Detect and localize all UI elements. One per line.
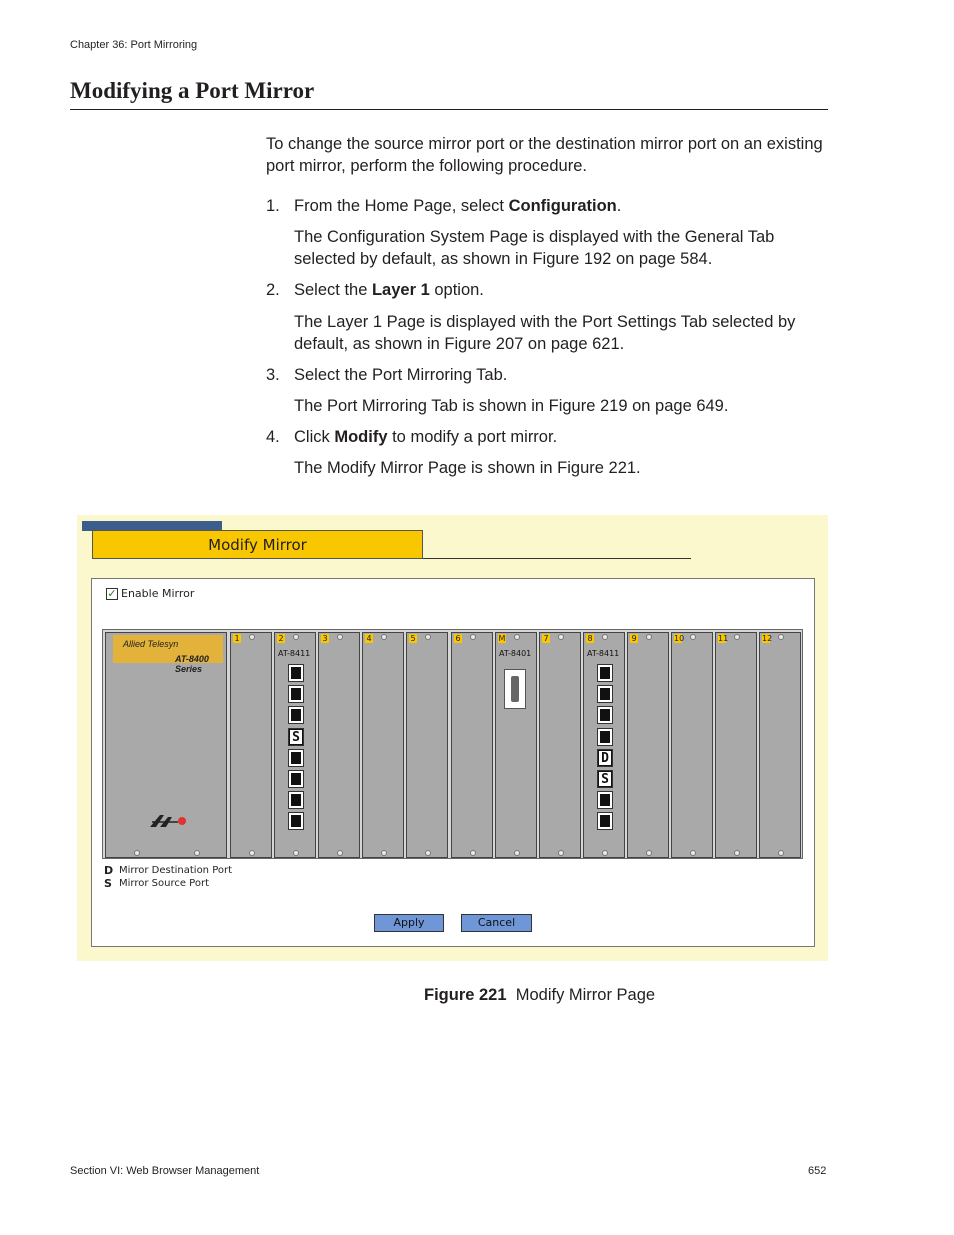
figure-caption — [424, 986, 655, 1005]
screw-icon — [249, 850, 255, 856]
module-model: AT-8411 — [587, 649, 620, 658]
screw-icon — [514, 634, 520, 640]
screw-icon — [646, 850, 652, 856]
screw-icon — [734, 850, 740, 856]
chassis-slot[interactable] — [759, 632, 801, 858]
running-header: Chapter 36: Port Mirroring — [70, 39, 198, 51]
step-text — [294, 426, 557, 448]
ethernet-port-icon[interactable] — [597, 664, 613, 682]
step-text — [294, 195, 621, 217]
port-mirror-marker: S — [289, 729, 303, 745]
chassis-slot[interactable] — [451, 632, 493, 858]
chassis-main-module — [105, 632, 227, 858]
screw-icon — [778, 850, 784, 856]
step-text-post: option. — [429, 281, 484, 299]
step-text-post: to modify a port mirror. — [387, 428, 558, 446]
screw-icon — [690, 850, 696, 856]
page-title: Modifying a Port Mirror — [70, 78, 315, 103]
screw-icon — [734, 634, 740, 640]
chassis-slot[interactable] — [583, 632, 625, 858]
chassis-slot[interactable] — [495, 632, 537, 858]
modify-mirror-figure — [77, 515, 828, 961]
screw-icon — [602, 850, 608, 856]
chassis-slot[interactable] — [230, 632, 272, 858]
screw-icon — [249, 634, 255, 640]
step-note: The Modify Mirror Page is shown in Figure 221. — [294, 459, 641, 477]
slot-number: 5 — [410, 634, 416, 643]
chassis-slot[interactable] — [627, 632, 669, 858]
ethernet-port-icon[interactable] — [288, 770, 304, 788]
brand-strip — [113, 635, 223, 674]
slot-number: 11 — [718, 634, 729, 643]
slot-number: 9 — [631, 634, 637, 643]
screw-icon — [337, 634, 343, 640]
ethernet-port-icon[interactable] — [288, 812, 304, 830]
figure-label: Figure 221 — [424, 986, 507, 1004]
mirror-source-port[interactable] — [288, 728, 304, 746]
tab-underline — [423, 558, 691, 559]
screw-icon — [425, 634, 431, 640]
screw-icon — [194, 850, 200, 856]
step-text-bold: Layer 1 — [371, 281, 430, 299]
intro-paragraph: To change the source mirror port or the destination mirror port on an existing port mirror, perform the following procedure. — [266, 135, 823, 175]
step-number: 2. — [266, 281, 280, 299]
brand-logo: Allied Telesyn — [123, 639, 179, 649]
legend-destination: D Mirror Destination Port — [104, 864, 233, 877]
enable-mirror-row[interactable] — [106, 587, 194, 600]
port-legend — [104, 864, 232, 890]
screw-icon — [778, 634, 784, 640]
enable-mirror-label: Enable Mirror — [121, 587, 195, 600]
chassis-slot[interactable] — [715, 632, 757, 858]
screw-icon — [558, 634, 564, 640]
slot-number: M — [498, 634, 506, 643]
ethernet-port-icon[interactable] — [288, 749, 304, 767]
mirror-destination-port[interactable] — [597, 749, 613, 767]
step-text-post: . — [616, 197, 622, 215]
screw-icon — [470, 634, 476, 640]
figure-caption-text: Modify Mirror Page — [515, 986, 656, 1004]
chassis-slot[interactable] — [671, 632, 713, 858]
step-number: 4. — [266, 428, 280, 446]
step-text-pre: Click — [294, 428, 335, 446]
screw-icon — [337, 850, 343, 856]
screw-icon — [293, 850, 299, 856]
apply-button[interactable]: Apply — [374, 914, 444, 932]
switch-chassis — [102, 629, 803, 859]
screw-icon — [425, 850, 431, 856]
ethernet-port-icon[interactable] — [597, 728, 613, 746]
ethernet-port-icon[interactable] — [597, 706, 613, 724]
chassis-slot[interactable] — [406, 632, 448, 858]
page-number: 652 — [808, 1165, 827, 1177]
slot-number: 7 — [543, 634, 549, 643]
step-note: The Configuration System Page is displayed with the General Tab selected by default, as shown in Figure 192 on page 584. — [294, 228, 775, 268]
slot-number: 4 — [366, 634, 372, 643]
ethernet-port-icon[interactable] — [597, 791, 613, 809]
screw-icon — [514, 850, 520, 856]
cancel-button[interactable]: Cancel — [461, 914, 532, 932]
ethernet-port-icon[interactable] — [597, 812, 613, 830]
ethernet-port-icon[interactable] — [597, 685, 613, 703]
screw-icon — [690, 634, 696, 640]
step-number: 3. — [266, 366, 280, 384]
tab-modify-mirror[interactable]: Modify Mirror — [92, 530, 423, 559]
module-model: AT-8411 — [278, 649, 311, 658]
step-text-bold: Modify — [334, 428, 388, 446]
allied-telesyn-logo-icon — [148, 813, 188, 829]
ethernet-port-icon[interactable] — [288, 791, 304, 809]
serial-port-icon[interactable] — [504, 669, 526, 709]
ethernet-port-icon[interactable] — [288, 685, 304, 703]
step-number: 1. — [266, 197, 280, 215]
step-note: The Port Mirroring Tab is shown in Figure 219 on page 649. — [294, 397, 729, 415]
slot-number: 3 — [322, 634, 328, 643]
screw-icon — [134, 850, 140, 856]
step-text — [294, 279, 484, 301]
step-text-pre: From the Home Page, select — [294, 197, 509, 215]
screw-icon — [470, 850, 476, 856]
enable-mirror-checkbox[interactable]: ✓ — [107, 586, 117, 600]
title-rule — [70, 109, 828, 110]
step-note: The Layer 1 Page is displayed with the Port Settings Tab selected by default, as shown in Figure 207 on page 621. — [294, 313, 796, 353]
port-mirror-marker: D — [598, 750, 612, 766]
footer-section: Section VI: Web Browser Management — [70, 1165, 260, 1177]
slot-number: 12 — [762, 634, 773, 643]
chassis-slot[interactable] — [274, 632, 316, 858]
slot-number: 8 — [587, 634, 593, 643]
screw-icon — [381, 850, 387, 856]
chassis-slot[interactable] — [362, 632, 404, 858]
ethernet-port-icon[interactable] — [288, 706, 304, 724]
step-text — [294, 364, 507, 386]
chassis-slot[interactable] — [539, 632, 581, 858]
slot-number: 2 — [278, 634, 284, 643]
chassis-slot[interactable] — [318, 632, 360, 858]
ethernet-port-icon[interactable] — [288, 664, 304, 682]
screw-icon — [558, 850, 564, 856]
mirror-source-port[interactable] — [597, 770, 613, 788]
slot-number: 1 — [234, 634, 240, 643]
legend-source: S Mirror Source Port — [104, 877, 209, 890]
port-mirror-marker: S — [598, 771, 612, 787]
screw-icon — [293, 634, 299, 640]
slot-number: 6 — [455, 634, 461, 643]
brand-model: AT-8400 Series — [175, 654, 209, 674]
screw-icon — [646, 634, 652, 640]
slot-number: 10 — [674, 634, 685, 643]
mirror-panel — [91, 578, 815, 947]
module-model: AT-8401 — [499, 649, 532, 658]
step-text-bold: Configuration — [508, 197, 617, 215]
screw-icon — [381, 634, 387, 640]
step-text-pre: Select the — [294, 281, 372, 299]
screw-icon — [602, 634, 608, 640]
step-text-pre: Select the Port Mirroring Tab. — [294, 366, 508, 384]
